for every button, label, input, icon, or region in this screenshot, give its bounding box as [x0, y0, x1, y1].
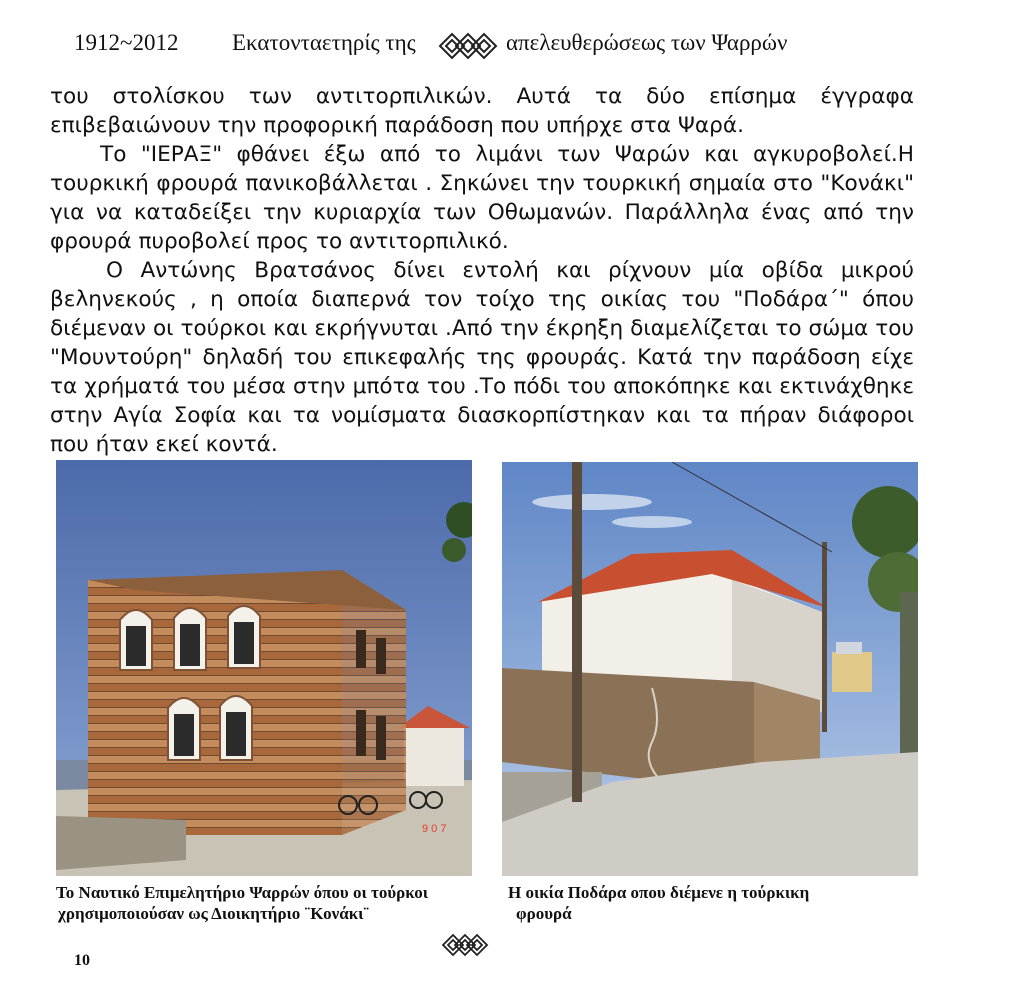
photo-podara-house — [502, 462, 918, 876]
header-year-range: 1912~2012 — [74, 30, 179, 55]
photo-date-stamp: 9 0 7 — [422, 823, 447, 835]
diamond-knot-ornament-icon — [436, 28, 500, 64]
header-title-part2: απελευθερώσεως των Ψαρρών — [506, 30, 788, 55]
photo-naval-chamber — [56, 460, 472, 876]
header-title-part1: Εκατονταετηρίς της — [232, 30, 416, 55]
caption-left-line2: χρησιμοποιούσαν ως Διοικητήριο ¨Κονάκι¨ — [58, 904, 370, 923]
article-body — [50, 82, 914, 459]
caption-right-line1: Η οικία Ποδάρα οπου διέμενε η τούρκικη — [508, 883, 810, 902]
page-header — [74, 26, 834, 66]
caption-podara-house — [508, 882, 928, 924]
caption-left-line1: Το Ναυτικό Επιμελητήριο Ψαρρών όπου οι τούρκοι — [56, 883, 428, 902]
caption-right-line2: φρουρά — [516, 904, 572, 923]
paragraph-1: του στολίσκου των αντιτορπιλικών. Αυτά τα δύο επίσημα έγγραφα επιβεβαιώνουν την προφορική παράδοση που υπήρχε στα Ψαρά. — [50, 84, 914, 138]
paragraph-3: Ο Αντώνης Βρατσάνος δίνει εντολή και ρίχνουν μία οβίδα μικρού βεληνεκούς , η οποία διαπερνά τον τοίχο της οικίας του "Ποδάρα΄" όπου διέμεναν οι τούρκοι και εκρήγνυται .Από την έκρηξη διαμελίζεται το σώμα του "Μουντούρη" δηλαδή του επικεφαλής της φρουράς. Κατά την παράδοση είχε τα χρήματά του μέσα στην μπότα του .Το πόδι του αποκόπηκε και εκτινάχθηκε στην Αγία Σοφία και τα νομίσματα διασκορπίστηκαν και τα πήραν διάφοροι που ήταν εκεί κοντά. — [50, 258, 914, 457]
caption-naval-chamber — [56, 882, 496, 924]
diamond-knot-ornament-icon — [440, 930, 490, 960]
page-number: 10 — [74, 952, 90, 969]
paragraph-2: Το "ΙΕΡΑΞ" φθάνει έξω από το λιμάνι των Ψαρών και αγκυροβολεί.Η τουρκική φρουρά πανικοβάλλεται . Σηκώνει την τουρκική σημαία στο "Κονάκι" για να καταδείξει την κυριαρχία των Οθωμανών. Παράλληλα ένας από την φρουρά πυροβολεί προς το αντιτορπιλικό. — [50, 142, 914, 254]
